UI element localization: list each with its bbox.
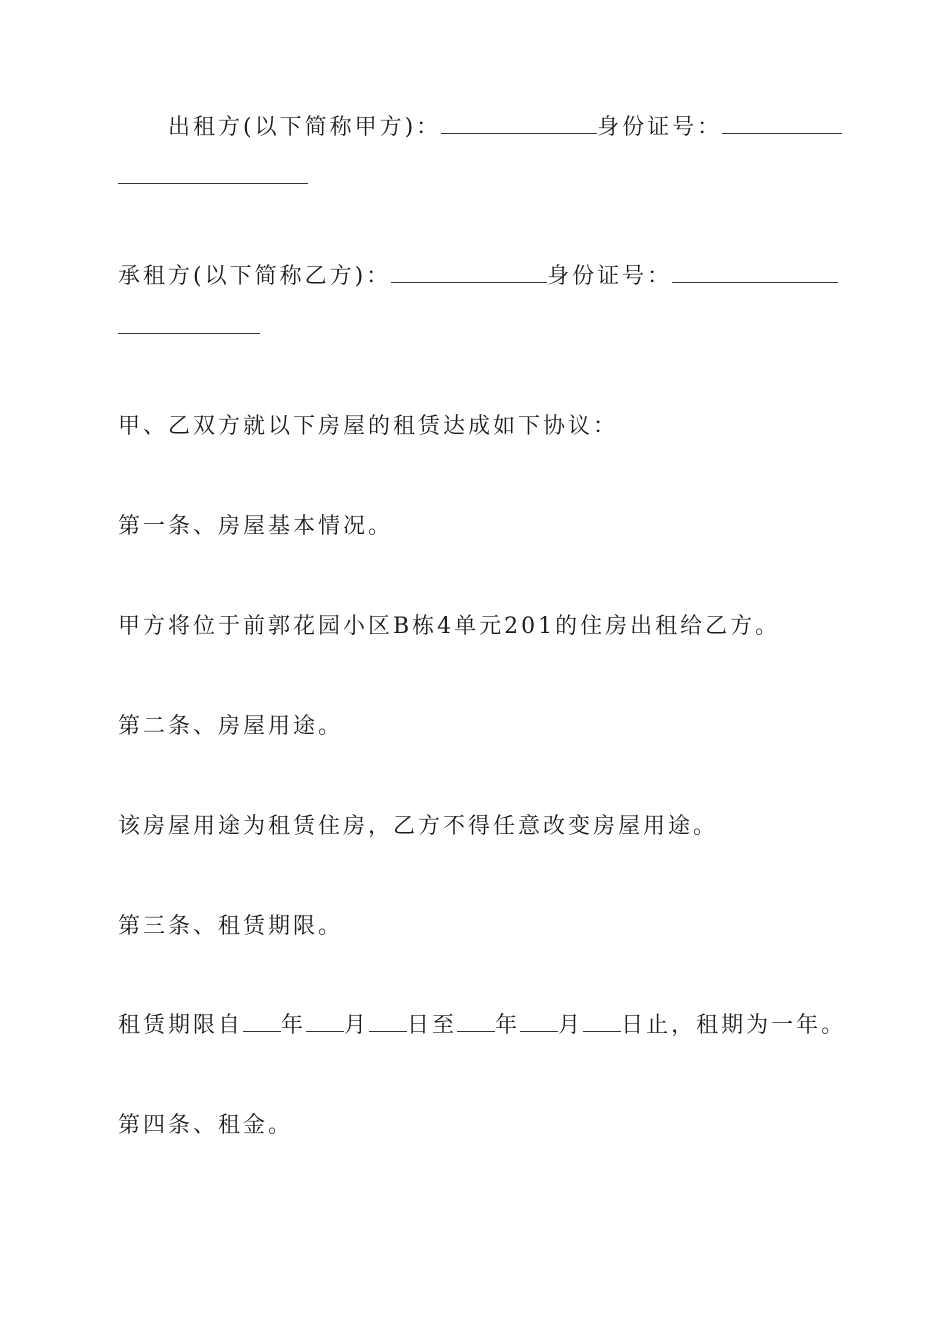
lessee-name-blank[interactable]	[391, 262, 547, 283]
article-3-title: 第三条、租赁期限。	[118, 914, 344, 939]
term-month-1: 月	[344, 1013, 370, 1038]
article-2-body: 该房屋用途为租赁住房，乙方不得任意改变房屋用途。	[118, 814, 719, 839]
lessee-label: 承租方(以下简称乙方)：	[118, 264, 392, 289]
lessor-label: 出租方(以下简称甲方)：	[168, 115, 442, 140]
article-1-title: 第一条、房屋基本情况。	[118, 514, 394, 539]
lessor-id-blank[interactable]	[722, 113, 842, 134]
term-suffix: 日止，租期为一年。	[621, 1013, 847, 1038]
lessor-line	[168, 113, 842, 143]
term-day-1: 日至	[407, 1013, 458, 1038]
end-month-blank[interactable]	[520, 1011, 558, 1032]
end-day-blank[interactable]	[583, 1011, 621, 1032]
term-prefix: 租赁期限自	[118, 1013, 244, 1038]
term-month-2: 月	[558, 1013, 584, 1038]
lessee-id-blank[interactable]	[672, 262, 838, 283]
start-day-blank[interactable]	[369, 1011, 407, 1032]
article-1-body: 甲方将位于前郭花园小区B栋4单元201的住房出租给乙方。	[118, 614, 781, 639]
lease-term-line	[118, 1011, 846, 1041]
start-month-blank[interactable]	[306, 1011, 344, 1032]
term-year-1: 年	[281, 1013, 307, 1038]
lessor-id-label: 身份证号：	[597, 115, 723, 140]
term-year-2: 年	[495, 1013, 521, 1038]
article-2-title: 第二条、房屋用途。	[118, 714, 344, 739]
lessor-id-blank-continued[interactable]	[118, 183, 308, 184]
lessee-line	[118, 262, 838, 292]
article-4-title: 第四条、租金。	[118, 1113, 294, 1138]
lessor-name-blank[interactable]	[441, 113, 597, 134]
end-year-blank[interactable]	[457, 1011, 495, 1032]
lessee-id-blank-continued[interactable]	[118, 333, 260, 334]
lessee-id-label: 身份证号：	[547, 264, 673, 289]
start-year-blank[interactable]	[243, 1011, 281, 1032]
intro-text: 甲、乙双方就以下房屋的租赁达成如下协议：	[118, 414, 619, 439]
